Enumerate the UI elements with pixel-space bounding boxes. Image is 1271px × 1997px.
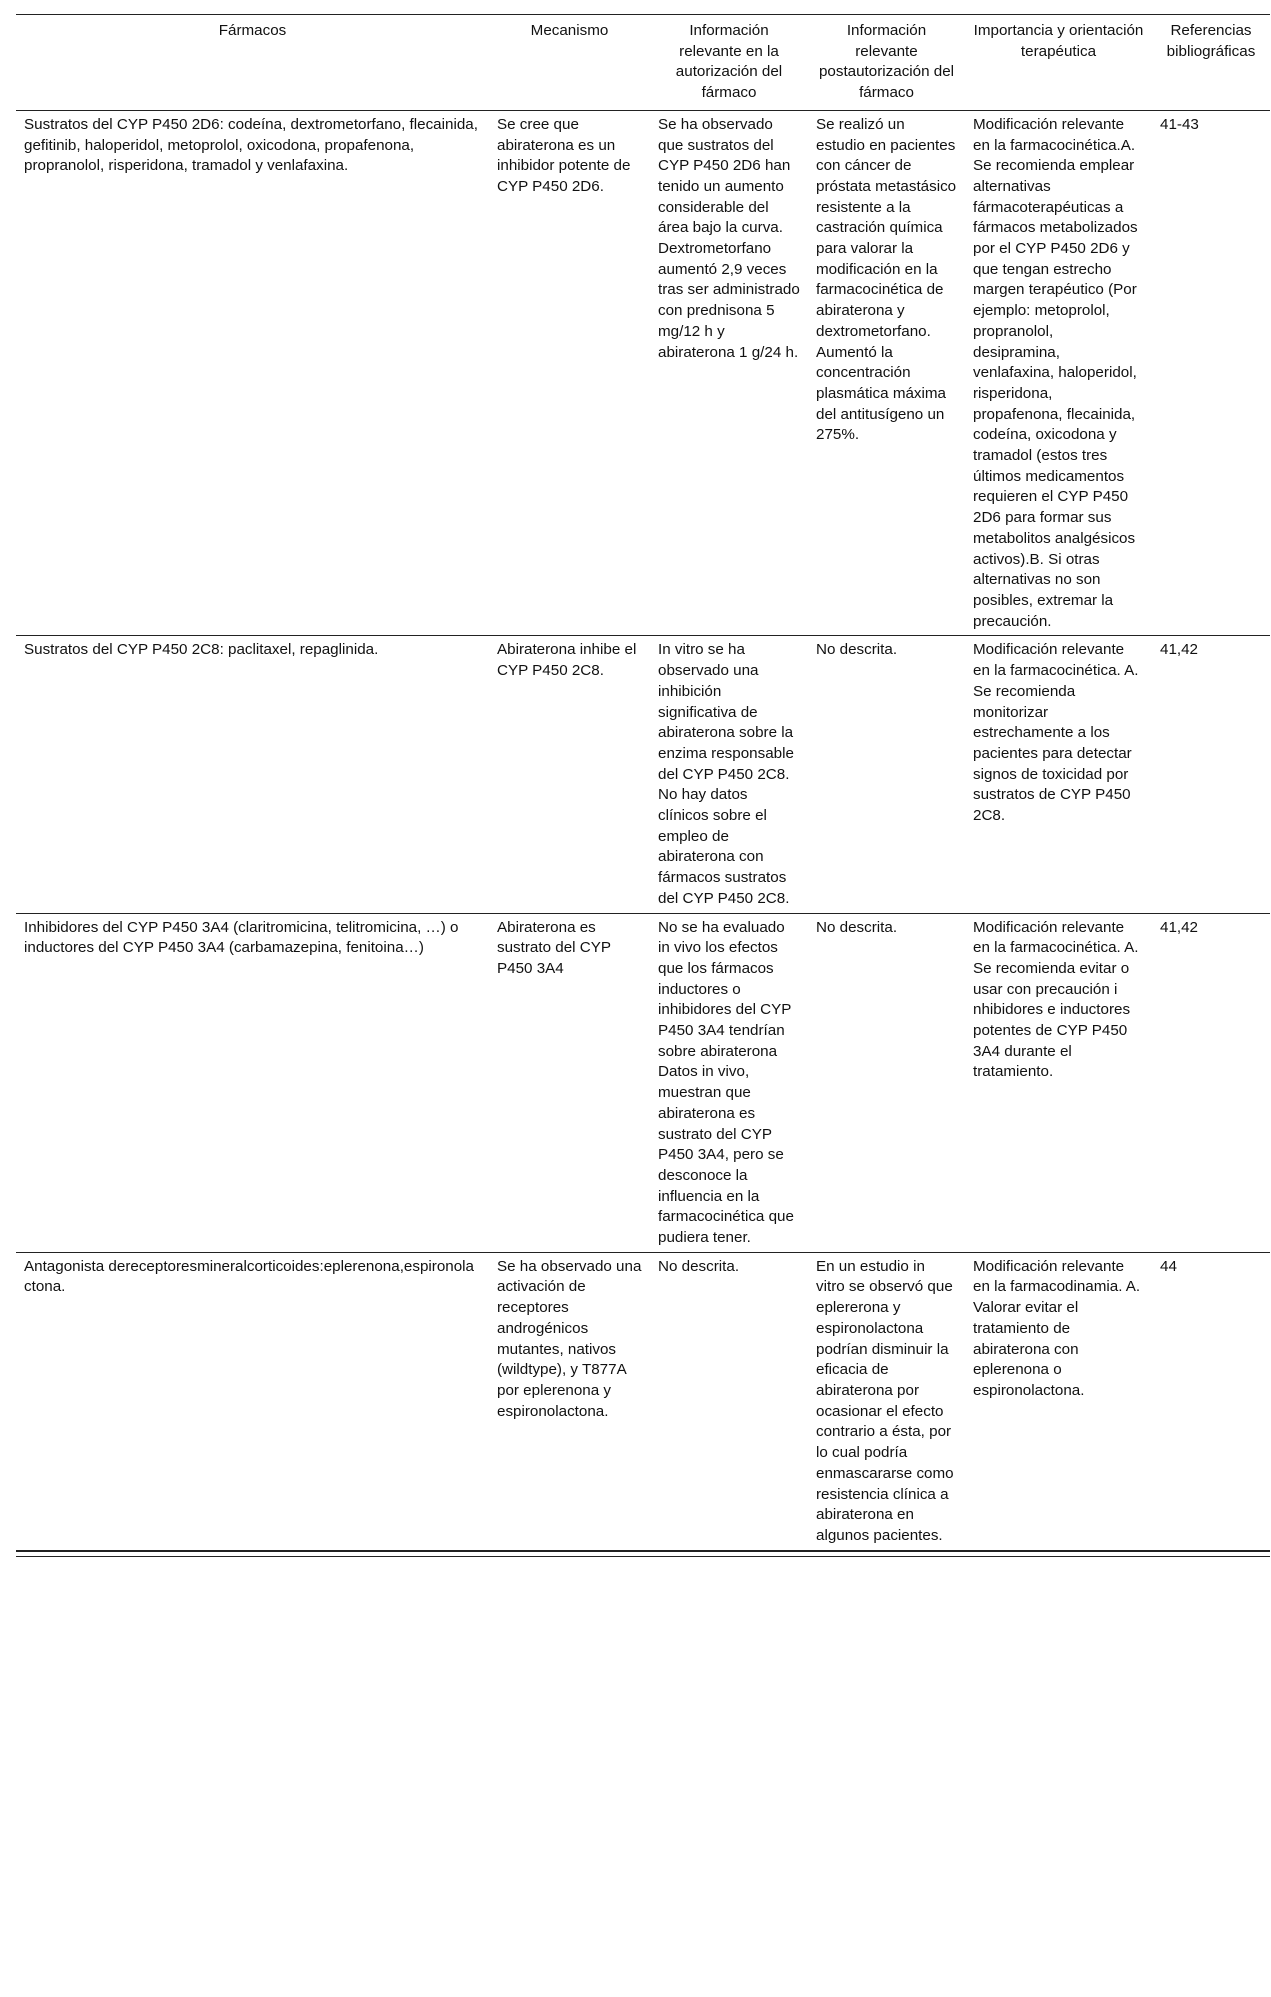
header-postautorizacion: Información relevante postautorización del fármaco xyxy=(808,15,965,111)
header-referencias: Referencias bibliográficas xyxy=(1152,15,1270,111)
cell-farmacos: Sustratos del CYP P450 2C8: paclitaxel, repaglinida. xyxy=(16,636,489,913)
cell-importancia: Modificación relevante en la farmacocinética. A. Se recomienda monitorizar estrechamente a los pacientes para detectar signos de toxicidad por sustratos de CYP P450 2C8. xyxy=(965,636,1152,913)
table-header xyxy=(16,15,1270,111)
cell-postautorizacion: En un estudio in vitro se observó que eplererona y espironolactona podrían disminuir la eficacia de abiraterona por ocasionar el efecto contrario a ésta, por lo cual podría enmascararse como resistencia clínica a abiraterona en algunos pacientes. xyxy=(808,1252,965,1550)
cell-postautorizacion: No descrita. xyxy=(808,636,965,913)
header-autorizacion: Información relevante en la autorización del fármaco xyxy=(650,15,808,111)
cell-referencias: 41-43 xyxy=(1152,110,1270,636)
cell-postautorizacion: Se realizó un estudio en pacientes con cáncer de próstata metastásico resistente a la castración química para valorar la modificación en la farmacocinética de abiraterona y dextrometorfano. Aumentó la concentración plasmática máxima del antitusígeno un 275%. xyxy=(808,110,965,636)
cell-autorizacion: Se ha observado que sustratos del CYP P450 2D6 han tenido un aumento considerable del área bajo la curva. Dextrometorfano aumentó 2,9 veces tras ser administrado con prednisona 5 mg/12 h y abiraterona 1 g/24 h. xyxy=(650,110,808,636)
header-row xyxy=(16,15,1270,111)
cell-referencias: 41,42 xyxy=(1152,913,1270,1252)
interactions-table xyxy=(16,14,1270,1552)
table-row xyxy=(16,110,1270,636)
cell-farmacos: Sustratos del CYP P450 2D6: codeína, dextrometorfano, flecainida, gefitinib, haloperidol, metoprolol, oxicodona, propafenona, propranolol, risperidona, tramadol y venlafaxina. xyxy=(16,110,489,636)
cell-farmacos: Inhibidores del CYP P450 3A4 (claritromicina, telitromicina, …) o inductores del CYP P450 3A4 (carbamazepina, fenitoina…) xyxy=(16,913,489,1252)
table-body xyxy=(16,110,1270,1550)
table-row xyxy=(16,636,1270,913)
cell-importancia: Modificación relevante en la farmacocinética. A. Se recomienda evitar o usar con precaución i nhibidores e inductores potentes de CYP P450 3A4 durante el tratamiento. xyxy=(965,913,1152,1252)
table-row xyxy=(16,913,1270,1252)
table-row xyxy=(16,1252,1270,1550)
cell-postautorizacion: No descrita. xyxy=(808,913,965,1252)
cell-mecanismo: Abiraterona inhibe el CYP P450 2C8. xyxy=(489,636,650,913)
cell-farmacos: Antagonista dereceptoresmineralcorticoides:eplerenona,espironolactona. xyxy=(16,1252,489,1550)
cell-mecanismo: Se ha observado una activación de receptores androgénicos mutantes, nativos (wildtype), y T877A por eplerenona y espironolactona. xyxy=(489,1252,650,1550)
header-mecanismo: Mecanismo xyxy=(489,15,650,111)
cell-mecanismo: Se cree que abiraterona es un inhibidor potente de CYP P450 2D6. xyxy=(489,110,650,636)
cell-referencias: 44 xyxy=(1152,1252,1270,1550)
cell-autorizacion: No descrita. xyxy=(650,1252,808,1550)
header-farmacos: Fármacos xyxy=(16,15,489,111)
document-page xyxy=(16,14,1270,1974)
header-importancia: Importancia y orientación terapéutica xyxy=(965,15,1152,111)
cell-referencias: 41,42 xyxy=(1152,636,1270,913)
cell-importancia: Modificación relevante en la farmacodinamia. A. Valorar evitar el tratamiento de abiraterona con eplerenona o espironolactona. xyxy=(965,1252,1152,1550)
cell-autorizacion: No se ha evaluado in vivo los efectos que los fármacos inductores o inhibidores del CYP P450 3A4 tendrían sobre abiraterona Datos in vivo, muestran que abiraterona es sustrato del CYP P450 3A4, pero se desconoce la influencia en la farmacocinética que pudiera tener. xyxy=(650,913,808,1252)
cell-autorizacion: In vitro se ha observado una inhibición significativa de abiraterona sobre la enzima responsable del CYP P450 2C8. No hay datos clínicos sobre el empleo de abiraterona con fármacos sustratos del CYP P450 2C8. xyxy=(650,636,808,913)
table-bottom-rule xyxy=(16,1556,1270,1557)
cell-importancia: Modificación relevante en la farmacocinética.A. Se recomienda emplear alternativas fármacoterapéuticas a fármacos metabolizados por el CYP P450 2D6 y que tengan estrecho margen terapéutico (Por ejemplo: metoprolol, propranolol, desipramina, venlafaxina, haloperidol, risperidona, propafenona, flecainida, codeína, oxicodona y tramadol (estos tres últimos medicamentos requieren el CYP P450 2D6 para formar sus metabolitos analgésicos activos).B. Si otras alternativas no son posibles, extremar la precaución. xyxy=(965,110,1152,636)
cell-mecanismo: Abiraterona es sustrato del CYP P450 3A4 xyxy=(489,913,650,1252)
